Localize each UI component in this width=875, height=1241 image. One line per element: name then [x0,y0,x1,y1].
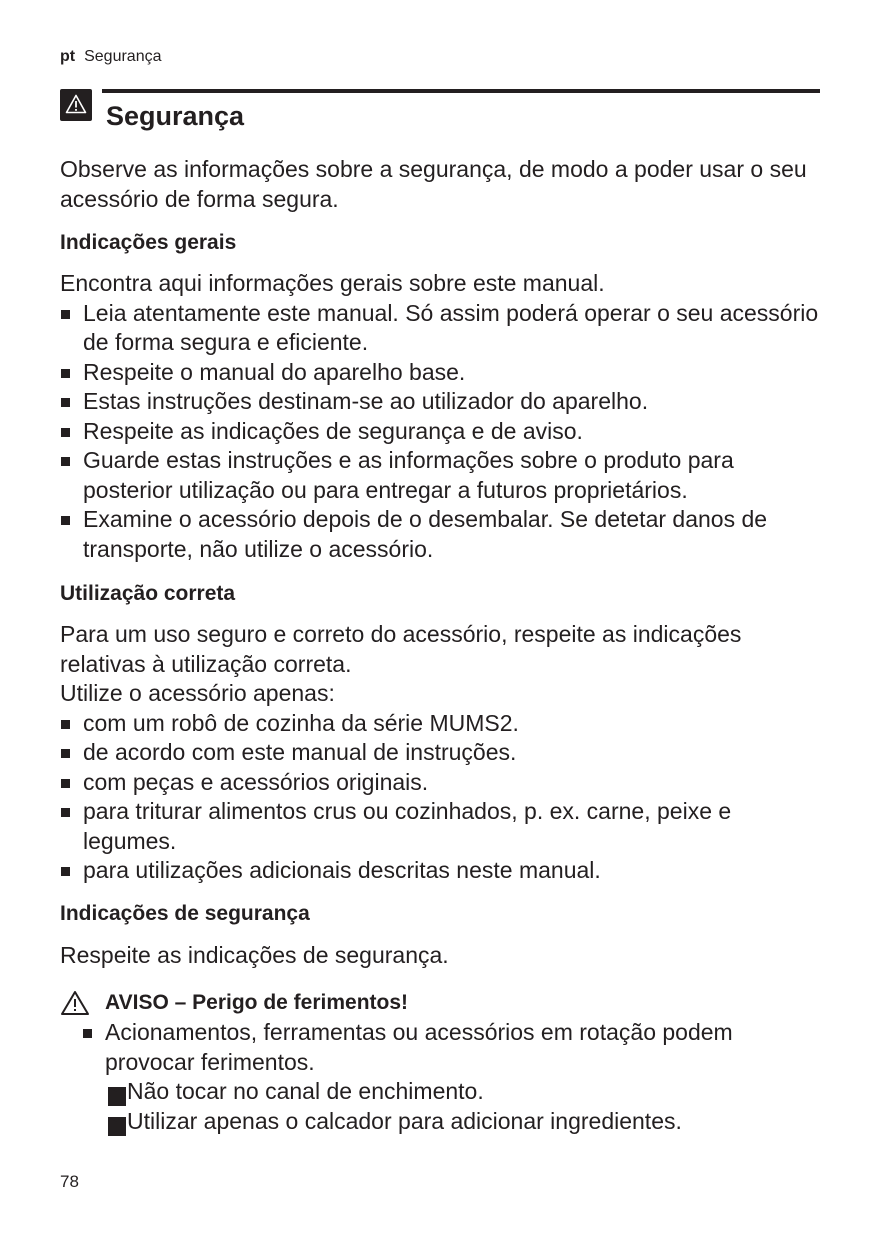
hazard-text: Acionamentos, ferramentas ou acessórios em rotação podem provocar ferimentos. [105,1019,733,1075]
warning-body [82,1018,820,1136]
language-code: pt [60,48,76,65]
list-item: Respeite as indicações de segurança e de aviso. [60,417,820,447]
intro-text: Observe as informações sobre a segurança, de modo a poder usar o seu acessório de forma segura. [60,156,807,212]
title-rule [102,89,820,93]
safety-lead-block [60,941,820,971]
intro-paragraph [60,155,820,214]
list-item: com peças e acessórios originais. [60,768,820,798]
safety-heading: Indicações de segurança [60,902,310,925]
correct-use-heading: Utilização correta [60,582,236,605]
action-item: Não tocar no canal de enchimento. [105,1077,820,1107]
list-item: Estas instruções destinam-se ao utilizador do aparelho. [60,387,820,417]
general-list [60,299,820,565]
running-header-section: Segurança [84,48,162,65]
safety-lead: Respeite as indicações de segurança. [60,942,449,968]
hazard-list [82,1018,820,1136]
list-item: Leia atentamente este manual. Só assim poderá operar o seu acessório de forma segura e eficiente. [60,299,820,358]
warning-heading [60,988,820,1018]
list-item: para utilizações adicionais descritas neste manual. [60,856,820,886]
list-item: Respeite o manual do aparelho base. [60,358,820,388]
warning-title: AVISO – Perigo de ferimentos! [105,991,409,1014]
general-heading: Indicações gerais [60,231,237,254]
list-item: Examine o acessório depois de o desembalar. Se detetar danos de transporte, não utilize o acessório. [60,505,820,564]
warning-icon [60,89,92,121]
general-lead: Encontra aqui informações gerais sobre este manual. [60,270,605,296]
action-item: Utilizar apenas o calcador para adicionar ingredientes. [105,1107,820,1137]
list-item: com um robô de cozinha da série MUMS2. [60,709,820,739]
list-item: Guarde estas instruções e as informações sobre o produto para posterior utilização ou para entregar a futuros proprietários. [60,446,820,505]
page-title: Segurança [106,101,245,131]
correct-use-lead2: Utilize o acessório apenas: [60,680,335,706]
list-item: de acordo com este manual de instruções. [60,738,820,768]
correct-use-section [60,620,820,886]
running-header [60,48,162,66]
action-list [105,1077,820,1136]
correct-use-lead: Para um uso seguro e correto do acessório, respeite as indicações relativas à utilização correta. [60,621,742,677]
general-section [60,269,820,564]
list-item [82,1018,820,1136]
warning-triangle-icon [60,990,90,1016]
correct-use-list [60,709,820,886]
list-item: para triturar alimentos crus ou cozinhados, p. ex. carne, peixe e legumes. [60,797,820,856]
page-number: 78 [60,1172,79,1191]
warning-notice [60,988,820,1136]
